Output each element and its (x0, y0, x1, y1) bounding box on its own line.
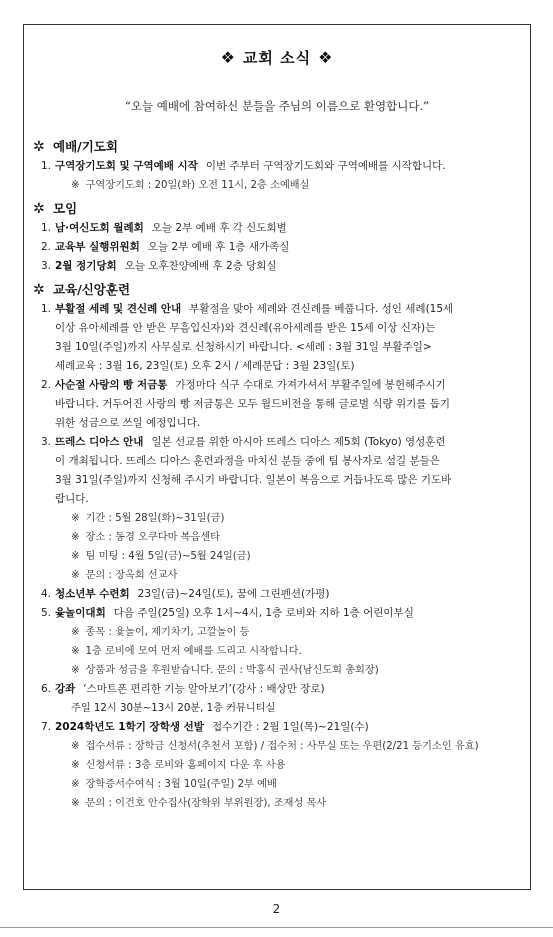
section-heading (33, 280, 527, 300)
note-text: 종목 : 윷놀이, 제기차기, 고깔놀이 등 (85, 627, 250, 638)
item-text: 이번 주부터 구역장기도회와 구역예배를 시작합니다. (205, 160, 446, 172)
note-text: 문의 : 장옥희 선교사 (85, 570, 178, 581)
section-heading (33, 137, 527, 157)
page-number: 2 (272, 902, 281, 916)
item-text: 오늘 오후찬양예배 후 2층 당회실 (124, 260, 277, 272)
item-text-line: 바랍니다. 거두어진 사랑의 빵 저금통은 모두 월드비전을 통해 글로벌 식량 위기를 돕기 (55, 398, 451, 410)
item-label: 2024학년도 1학기 장학생 선발 (55, 721, 204, 733)
note-mark-icon: ※ (71, 570, 80, 581)
title-text: 교회 소식 (242, 49, 312, 67)
item-label: 부활절 세례 및 견신례 안내 (55, 303, 182, 315)
item-label: 사순절 사랑의 빵 저금통 (55, 379, 168, 391)
list-item (33, 604, 527, 623)
asterisk-icon: ✲ (33, 139, 45, 155)
note-text: 문의 : 이건호 안수집사(장학위 부위원장), 조재성 목사 (85, 798, 327, 809)
note-line (33, 528, 527, 547)
item-number: 2. (41, 379, 52, 391)
note-mark-icon: ※ (71, 551, 80, 562)
page-title (24, 47, 530, 68)
item-text-line: 이 개최됩니다. 뜨레스 디아스 훈련과정을 마치신 분들 중에 팀 봉사자로 섬길 분들은 (55, 455, 440, 467)
list-item (33, 376, 527, 433)
item-number: 1. (41, 303, 52, 315)
item-text-line: 3월 10일(주일)까지 사무실로 신청하시기 바랍니다. <세례 : 3월 31일 부활주일> (55, 341, 432, 353)
note-mark-icon: ※ (71, 627, 80, 638)
item-number: 7. (41, 721, 52, 733)
item-label: 강좌 (55, 683, 76, 695)
note-text: 접수서류 : 장학금 신청서(추천서 포함) / 접수처 : 사무실 또는 우편(2/21 등기소인 유효) (85, 741, 479, 752)
note-mark-icon: ※ (71, 779, 80, 790)
item-number: 3. (41, 260, 52, 272)
note-mark-icon: ※ (71, 760, 80, 771)
list-item (33, 219, 527, 238)
asterisk-icon: ✲ (33, 282, 45, 298)
section-title: 모임 (53, 201, 78, 216)
item-number: 2. (41, 241, 52, 253)
item-label: 남·여신도회 월례회 (55, 222, 144, 234)
list-item (33, 257, 527, 276)
note-line (33, 794, 527, 813)
item-text-line: 랍니다. (55, 493, 89, 505)
note-line (33, 176, 527, 195)
announcement-frame (23, 24, 531, 890)
item-text: 오늘 2부 예배 후 1층 새가족실 (147, 241, 290, 253)
item-label: 뜨레스 디아스 안내 (55, 436, 144, 448)
item-text: 오늘 2부 예배 후 각 신도회별 (151, 222, 287, 234)
item-label: 2월 정기당회 (55, 260, 117, 272)
note-mark-icon: ※ (71, 646, 80, 657)
item-text: 접수기간 : 2월 1일(목)~21일(수) (211, 721, 369, 733)
note-text: 1층 로비에 모여 먼저 예배를 드리고 시작합니다. (85, 646, 302, 657)
item-text: 다음 주일(25일) 오후 1시~4시, 1층 로비와 지하 1층 어린이부실 (113, 607, 414, 619)
note-text: 신청서류 : 3층 로비와 홈페이지 다운 후 사용 (85, 760, 286, 771)
note-line (33, 737, 527, 756)
note-mark-icon: ※ (71, 665, 80, 676)
asterisk-icon: ✲ (33, 201, 45, 217)
note-text: 팀 미팅 : 4월 5일(금)~5월 24일(금) (85, 551, 251, 562)
item-number: 1. (41, 222, 52, 234)
item-subtext: 주일 12시 30분~13시 20분, 1층 커뮤니티실 (71, 703, 276, 714)
item-text-line: 일본 선교를 위한 아시아 뜨레스 디아스 제5회 (Tokyo) 영성훈련 (151, 436, 446, 448)
item-number: 6. (41, 683, 52, 695)
note-text: 상품과 성금을 후원받습니다. 문의 : 박홍식 권사(남신도회 총회장) (85, 665, 379, 676)
section-title: 교육/신앙훈련 (53, 282, 131, 297)
list-item (33, 238, 527, 257)
note-line (33, 623, 527, 642)
note-line (33, 566, 527, 585)
item-text-line: 3월 31일(주일)까지 신청해 주시기 바랍니다. 일본이 복음으로 거듭나도록 많은 기도바 (55, 474, 452, 486)
list-item (33, 300, 527, 376)
item-text-line: 이상 유아세례를 안 받은 무흠입신자)와 견신례(유아세례를 받은 15세 이상 신자)는 (55, 322, 436, 334)
diamond-ornament-icon: ❖ (318, 48, 334, 67)
note-mark-icon: ※ (71, 180, 80, 191)
list-item (33, 157, 527, 176)
welcome-message: “오늘 예배에 참여하신 분들을 주님의 이름으로 환영합니다.” (124, 99, 430, 113)
list-item (33, 585, 527, 604)
note-line (33, 547, 527, 566)
bottom-divider (0, 927, 553, 928)
item-label: 구역장기도회 및 구역예배 시작 (55, 160, 198, 172)
list-item (33, 433, 527, 509)
note-line (33, 661, 527, 680)
diamond-ornament-icon: ❖ (220, 48, 236, 67)
note-text: 장소 : 동경 오쿠다마 복음센타 (85, 532, 221, 543)
item-number: 3. (41, 436, 52, 448)
note-mark-icon: ※ (71, 798, 80, 809)
item-label: 청소년부 수련회 (55, 588, 130, 600)
item-text-line: 부활절을 맞아 세례와 견신례를 베풉니다. 성인 세례(15세 (189, 303, 454, 315)
item-label: 교육부 실행위원회 (55, 241, 140, 253)
note-mark-icon: ※ (71, 513, 80, 524)
item-number: 4. (41, 588, 52, 600)
section-title: 예배/기도회 (53, 139, 118, 154)
note-line (33, 642, 527, 661)
note-line (33, 756, 527, 775)
note-line (33, 775, 527, 794)
section-heading (33, 199, 527, 219)
list-item (33, 680, 527, 699)
item-text: ‘스마트폰 편리한 기능 알아보기’(강사 : 배상만 장로) (83, 683, 325, 695)
note-text: 장학증서수여식 : 3월 10일(주일) 2부 예배 (85, 779, 277, 790)
item-text: 23일(금)~24일(토), 꿈에 그린펜션(가평) (137, 588, 330, 600)
note-text: 구역장기도회 : 20일(화) 오전 11시, 2층 소예배실 (85, 180, 310, 191)
item-text-line: 세례교육 : 3월 16, 23일(토) 오후 2시 / 세례문답 : 3월 23일(토) (55, 360, 355, 372)
note-line (33, 509, 527, 528)
announcement-content (33, 137, 527, 813)
item-text-line: 위한 성금으로 쓰일 예정입니다. (55, 417, 201, 429)
note-mark-icon: ※ (71, 741, 80, 752)
note-mark-icon: ※ (71, 532, 80, 543)
item-text-line: 가정마다 식구 수대로 가져가셔서 부활주일에 봉헌해주시기 (175, 379, 446, 391)
item-label: 윷놀이대회 (55, 607, 106, 619)
item-number: 1. (41, 160, 52, 172)
list-item (33, 718, 527, 737)
item-number: 5. (41, 607, 52, 619)
note-text: 기간 : 5월 28일(화)~31일(금) (85, 513, 225, 524)
